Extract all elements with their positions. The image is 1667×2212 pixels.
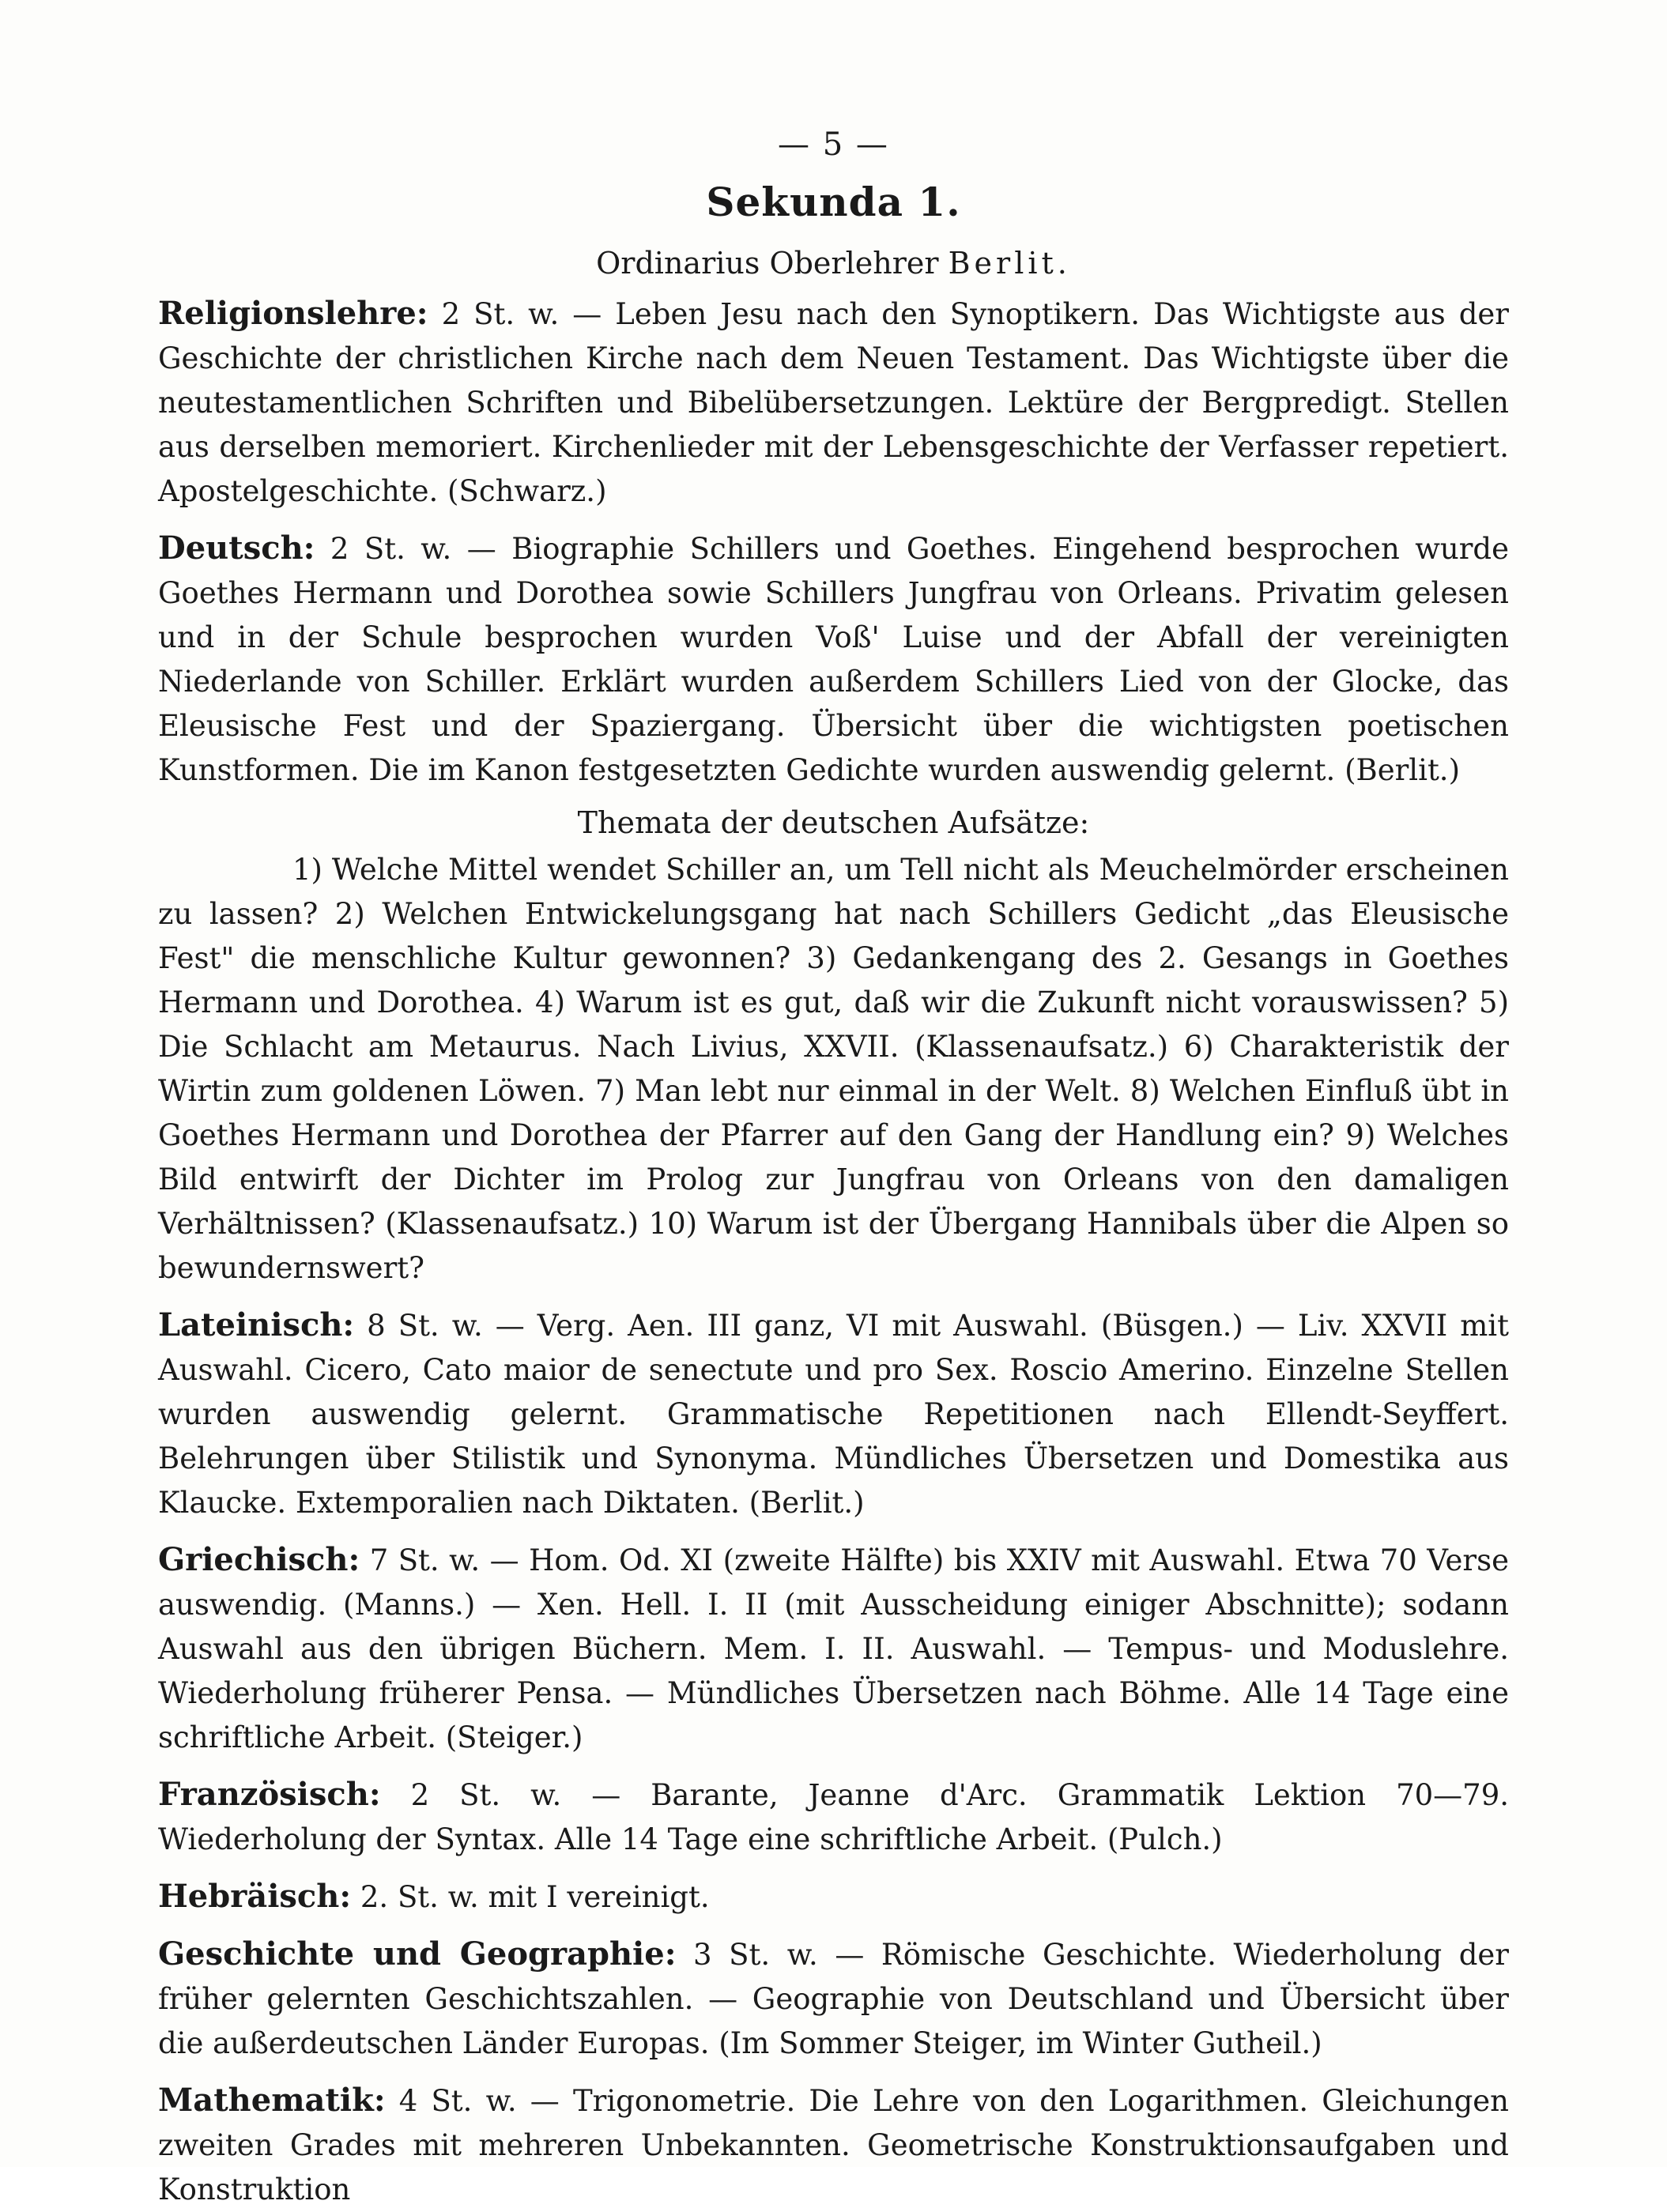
ordinarius-prefix: Ordinarius Oberlehrer (596, 246, 949, 281)
ordinarius-line (158, 246, 1509, 281)
subject-text: 8 St. w. — Verg. Aen. III ganz, VI mit Auswahl. (Büsgen.) — Liv. XXVII mit Auswahl. Cicero, Cato maior de senectute und pro Sex. Roscio Amerino. Einzelne Stellen wurden auswendig gelernt. Grammatische Repetitionen nach Ellendt-Seyffert. Belehrungen über Stilistik und Synonyma. Mündliches Übersetzen und Domestika aus Klaucke. Extemporalien nach Diktaten. (Berlit.) (158, 1309, 1509, 1520)
subject-text: 7 St. w. — Hom. Od. XI (zweite Hälfte) bis XXIV mit Auswahl. Etwa 70 Verse auswendig. (Manns.) — Xen. Hell. I. II (mit Ausscheidung einiger Abschnitte); sodann Auswahl aus den übrigen Büchern. Mem. I. II. Auswahl. — Tempus- und Moduslehre. Wiederholung früherer Pensa. — Mündliches Übersetzen nach Böhme. Alle 14 Tage eine schriftliche Arbeit. (Steiger.) (158, 1543, 1509, 1754)
subject-mathematik (158, 2078, 1509, 2212)
subject-text: 2. St. w. mit I vereinigt. (351, 1880, 710, 1914)
subject-heading: Hebräisch: (158, 1878, 352, 1915)
ordinarius-name: Berlit. (948, 246, 1071, 281)
subject-text: 4 St. w. — Trigonometrie. Die Lehre von den Logarithmen. Gleichungen zweiten Grades mit mehreren Unbekannten. Geometrische Konstruktionsaufgaben und Konstruktion (158, 2084, 1509, 2206)
subject-heading: Französisch: (158, 1776, 381, 1813)
subject-latein (158, 1303, 1509, 1525)
subject-deutsch (158, 526, 1509, 793)
page-number: — 5 — (778, 126, 889, 163)
subject-religion (158, 292, 1509, 514)
subject-text: 2 St. w. — Barante, Jeanne d'Arc. Grammatik Lektion 70—79. Wiederholung der Syntax. Alle 14 Tage eine schriftliche Arbeit. (Pulch.) (158, 1778, 1509, 1856)
subject-heading: Deutsch: (158, 529, 315, 567)
subject-text: 2 St. w. — Leben Jesu nach den Synoptikern. Das Wichtigste aus der Geschichte der christlichen Kirche nach dem Neuen Testament. Das Wichtigste über die neutestamentlichen Schriften und Bibelübersetzungen. Lektüre der Bergpredigt. Stellen aus derselben memoriert. Kirchenlieder mit der Lebensgeschichte der Verfasser repetiert. Apostelgeschichte. (Schwarz.) (158, 297, 1509, 508)
subject-griechisch (158, 1538, 1509, 1760)
subject-heading: Mathematik: (158, 2082, 386, 2119)
subject-heading: Geschichte und Geographie: (158, 1935, 677, 1973)
subject-text: 2 St. w. — Biographie Schillers und Goethes. Eingehend besprochen wurde Goethes Hermann und Dorothea sowie Schillers Jungfrau von Orleans. Privatim gelesen und in der Schule besprochen wurden Voß' Luise und der Abfall der vereinigten Niederlande von Schiller. Erklärt wurden außerdem Schillers Lied von der Glocke, das Eleusische Fest und der Spaziergang. Übersicht über die wichtigsten poetischen Kunstformen. Die im Kanon festgesetzten Gedichte wurden auswendig gelernt. (Berlit.) (158, 532, 1509, 787)
subject-heading: Griechisch: (158, 1541, 360, 1578)
subject-geschichte (158, 1932, 1509, 2066)
subject-heading: Religionslehre: (158, 295, 428, 332)
subject-franzoesisch (158, 1773, 1509, 1862)
themata-heading: Themata der deutschen Aufsätze: (577, 805, 1090, 840)
section-title: Sekunda 1. (706, 179, 961, 225)
subject-heading: Lateinisch: (158, 1306, 355, 1343)
subject-text: 3 St. w. — Römische Geschichte. Wiederholung der früher gelernten Geschichtszahlen. — Geographie von Deutschland und Übersicht über die außerdeutschen Länder Europas. (Im Sommer Steiger, im Winter Gutheil.) (158, 1938, 1509, 2060)
subject-hebraeisch (158, 1875, 1509, 1920)
themata-list: 1) Welche Mittel wendet Schiller an, um Tell nicht als Meuchelmörder erscheinen zu lassen? 2) Welchen Entwickelungsgang hat nach Schillers Gedicht „das Eleusische Fest" die menschliche Kultur gewonnen? 3) Gedankengang des 2. Gesangs in Goethes Hermann und Dorothea. 4) Warum ist es gut, daß wir die Zukunft nicht vorauswissen? 5) Die Schlacht am Metaurus. Nach Livius, XXVII. (Klassenaufsatz.) 6) Charakteristik der Wirtin zum goldenen Löwen. 7) Man lebt nur einmal in der Welt. 8) Welchen Einfluß übt in Goethes Hermann und Dorothea der Pfarrer auf den Gang der Handlung ein? 9) Welches Bild entwirft der Dichter im Prolog zur Jungfrau von Orleans von den damaligen Verhältnissen? (Klassenaufsatz.) 10) Warum ist der Übergang Hannibals über die Alpen so bewundernswert? (158, 853, 1509, 1285)
